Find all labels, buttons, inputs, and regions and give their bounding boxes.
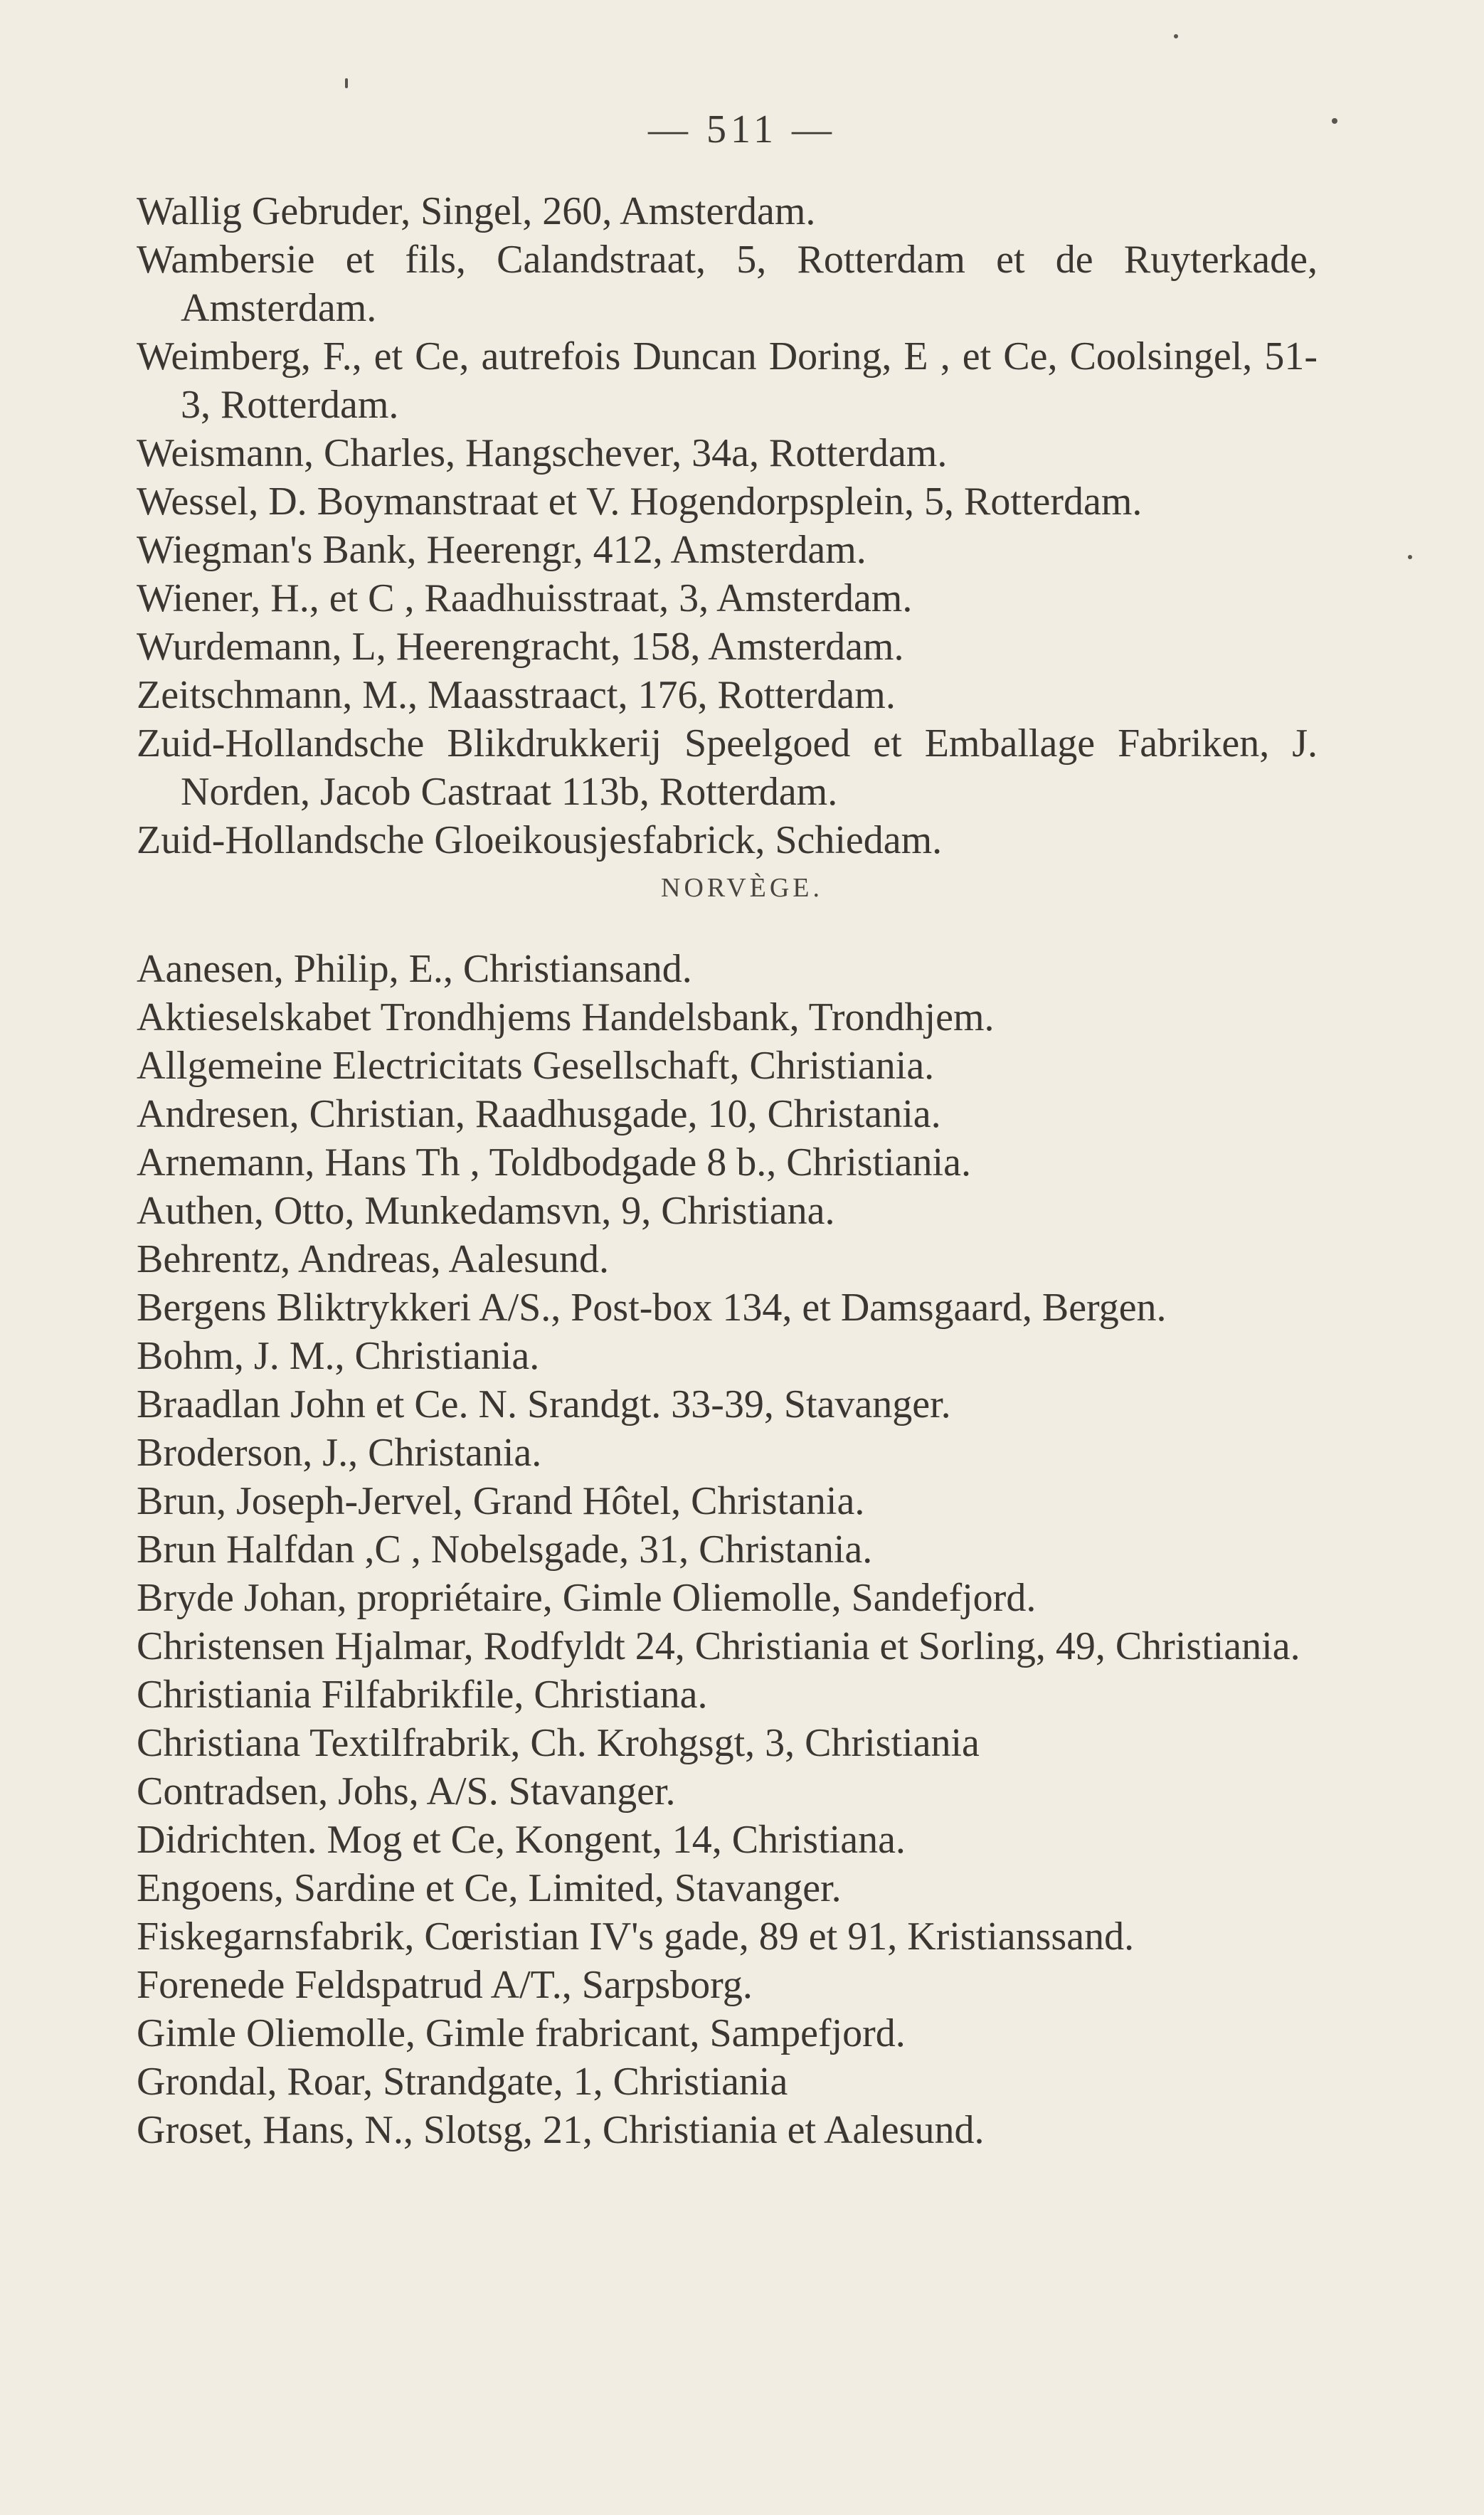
paper-speck <box>1332 118 1337 124</box>
list-entry: Zuid-Hollandsche Blikdrukkerij Speelgoed et Emballage Fabriken, J. Norden, Jacob Castraat 113b, Rotterdam. <box>137 721 1318 814</box>
list-entry: Grondal, Roar, Strandgate, 1, Christiania <box>137 2060 788 2104</box>
list-entry: Wiener, H., et C , Raadhuisstraat, 3, Amsterdam. <box>137 576 913 620</box>
list-entry: Authen, Otto, Munkedamsvn, 9, Christiana. <box>137 1189 835 1233</box>
list-entry: Behrentz, Andreas, Aalesund. <box>137 1237 610 1281</box>
paper-speck <box>1408 555 1412 559</box>
list-entry: Wiegman's Bank, Heerengr, 412, Amsterdam. <box>137 528 866 572</box>
list-entry: Wambersie et fils, Calandstraat, 5, Rotterdam et de Ruyterkade, Amsterdam. <box>137 238 1318 330</box>
list-entry: Christiana Textilfrabrik, Ch. Krohgsgt, 3, Christiania <box>137 1721 980 1765</box>
list-entry: Christensen Hjalmar, Rodfyldt 24, Christiania et Sorling, 49, Christiania. <box>137 1624 1300 1668</box>
list-entry: Bryde Johan, propriétaire, Gimle Oliemolle, Sandefjord. <box>137 1576 1037 1620</box>
list-entry: Zeitschmann, M., Maasstraact, 176, Rotterdam. <box>137 673 896 717</box>
list-entry: Aktieselskabet Trondhjems Handelsbank, Trondhjem. <box>137 995 995 1039</box>
netherlands-entry-list <box>137 187 1318 864</box>
list-entry: Wessel, D. Boymanstraat et V. Hogendorpsplein, 5, Rotterdam. <box>137 480 1143 524</box>
paper-speck <box>1174 34 1178 38</box>
paper-speck <box>345 78 348 88</box>
list-entry: Groset, Hans, N., Slotsg, 21, Christiania et Aalesund. <box>137 2108 985 2152</box>
list-entry: Weimberg, F., et Ce, autrefois Duncan Doring, E , et Ce, Coolsingel, 51-3, Rotterdam. <box>137 334 1318 427</box>
list-entry: Forenede Feldspatrud A/T., Sarpsborg. <box>137 1963 753 2007</box>
list-entry: Zuid-Hollandsche Gloeikousjesfabrick, Schiedam. <box>137 818 943 862</box>
norway-entry-list <box>137 945 1318 2154</box>
list-entry: Arnemann, Hans Th , Toldbodgade 8 b., Christiania. <box>137 1140 971 1185</box>
list-entry: Brun Halfdan ,C , Nobelsgade, 31, Christania. <box>137 1527 873 1572</box>
list-entry: Fiskegarnsfabrik, Cœristian IV's gade, 89 et 91, Kristianssand. <box>137 1915 1135 1959</box>
list-entry: Brun, Joseph-Jervel, Grand Hôtel, Christania. <box>137 1479 865 1523</box>
list-entry: Engoens, Sardine et Ce, Limited, Stavanger. <box>137 1866 842 1910</box>
page-number: — 511 — <box>648 107 836 152</box>
list-entry: Gimle Oliemolle, Gimle frabricant, Sampefjord. <box>137 2011 906 2055</box>
list-entry: Andresen, Christian, Raadhusgade, 10, Christania. <box>137 1092 941 1136</box>
list-entry: Broderson, J., Christania. <box>137 1431 542 1475</box>
list-entry: Aanesen, Philip, E., Christiansand. <box>137 947 692 991</box>
section-heading-norway: NORVÈGE. <box>661 873 823 903</box>
list-entry: Contradsen, Johs, A/S. Stavanger. <box>137 1769 676 1814</box>
list-entry: Braadlan John et Ce. N. Srandgt. 33-39, Stavanger. <box>137 1382 951 1426</box>
list-entry: Didrichten. Mog et Ce, Kongent, 14, Christiana. <box>137 1818 906 1862</box>
list-entry: Bergens Bliktrykkeri A/S., Post-box 134, et Damsgaard, Bergen. <box>137 1286 1167 1330</box>
list-entry: Bohm, J. M., Christiania. <box>137 1334 540 1378</box>
list-entry: Christiania Filfabrikfile, Christiana. <box>137 1673 708 1717</box>
list-entry: Wallig Gebruder, Singel, 260, Amsterdam. <box>137 189 816 233</box>
list-entry: Weismann, Charles, Hangschever, 34a, Rotterdam. <box>137 431 948 475</box>
list-entry: Wurdemann, L, Heerengracht, 158, Amsterdam. <box>137 625 904 669</box>
list-entry: Allgemeine Electricitats Gesellschaft, Christiania. <box>137 1044 935 1088</box>
